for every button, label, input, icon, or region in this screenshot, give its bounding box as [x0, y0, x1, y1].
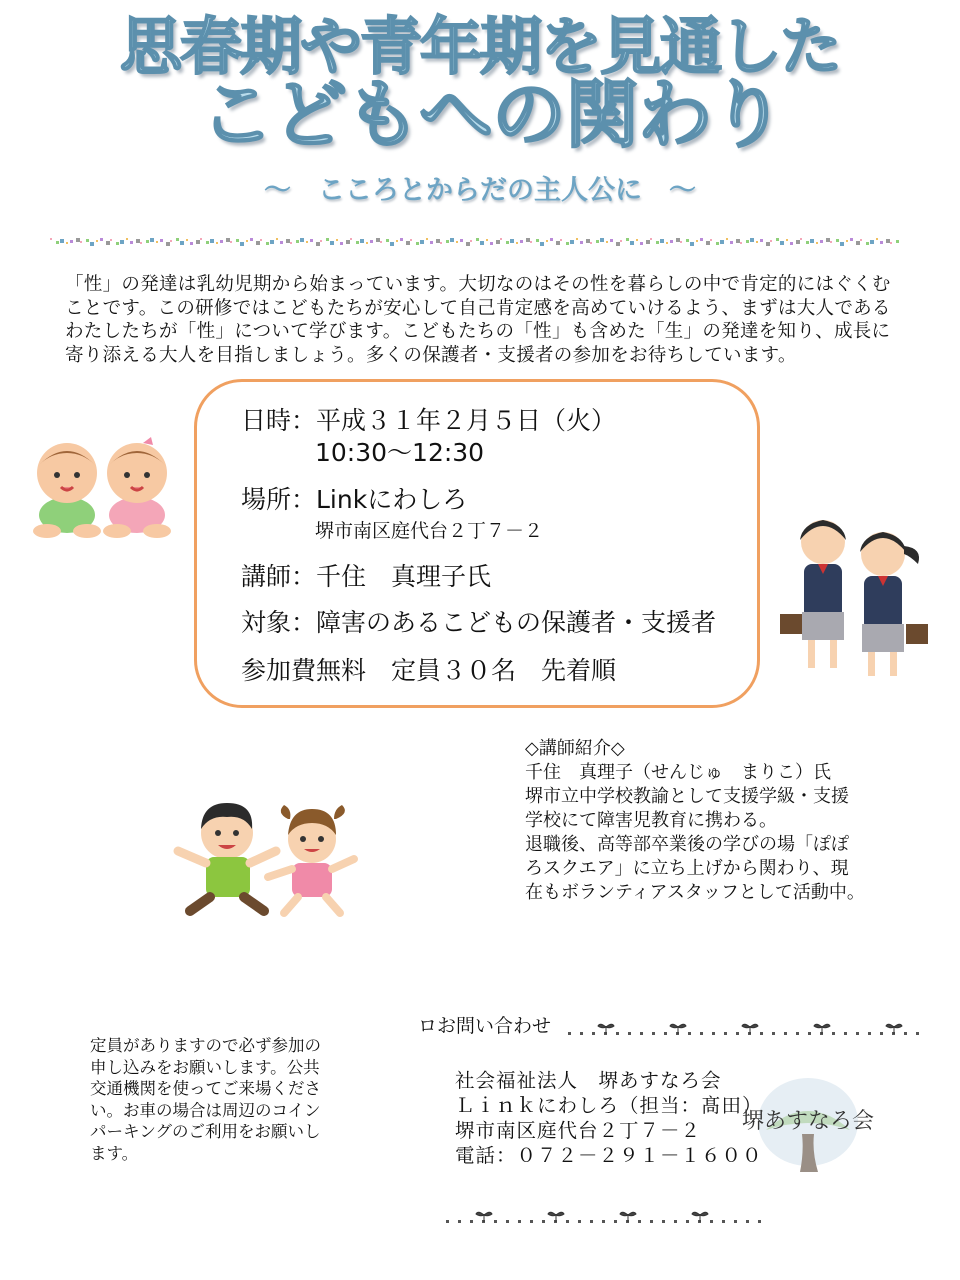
event-target: 対象：障害のあるこどもの保護者・支援者	[241, 608, 717, 637]
students-illustration	[778, 512, 938, 682]
title-line-2: こどもへの関わり	[200, 72, 784, 158]
event-time: 10:30～12:30	[315, 438, 485, 467]
contact-info	[455, 1068, 763, 1168]
profile-career-2: 退職後、高等部卒業後の学びの場「ぽぽろスクエア」に立ち上げから関わり、現在もボランティアスタッフとして活動中。	[525, 834, 865, 903]
babies-illustration	[25, 435, 175, 540]
contact-office: Ｌｉｎｋにわしろ（担当：髙田）	[455, 1094, 763, 1117]
event-lecturer: 講師：千住 真理子氏	[241, 562, 492, 591]
profile-career-1: 堺市立中学校教諭として支援学級・支援学校にて障害児教育に携わる。	[525, 786, 849, 831]
sprout-decoration-bottom	[446, 1210, 766, 1226]
title-line-1: 思春期や青年期を見通した	[120, 10, 841, 83]
event-address: 堺市南区庭代台２丁７－２	[315, 520, 544, 542]
asunaro-logo	[741, 1072, 875, 1180]
kids-illustration	[172, 795, 362, 920]
contact-phone: 電話：０７２－２９１－１６００	[455, 1144, 763, 1167]
profile-name: 千住 真理子（せんじゅ まりこ）氏	[525, 762, 831, 783]
event-date: 日時：平成３１年２月５日（火）	[241, 406, 617, 435]
profile-heading: ◇講師紹介◇	[525, 738, 625, 759]
event-fee: 参加費無料 定員３０名 先着順	[241, 656, 617, 685]
event-info-box	[194, 379, 760, 708]
event-venue: 場所：Linkにわしろ	[241, 485, 468, 514]
participation-note: 定員がありますので必ず参加の申し込みをお願いします。公共交通機関を使ってご来場ください。お車の場合は周辺のコインパーキングのご利用をお願いします。	[90, 1036, 321, 1163]
contact-heading: ロお問い合わせ	[418, 1015, 552, 1037]
contact-org: 社会福祉法人 堺あすなろ会	[455, 1069, 722, 1092]
logo-text: 堺あすなろ会	[741, 1109, 875, 1134]
intro-paragraph: 「性」の発達は乳幼児期から始まっています。大切なのはその性を暮らしの中で肯定的にはぐくむことです。この研修ではこどもたちが安心して自己肯定感を高めていけるよう、まずは大人であるわたしたちが「性」について学びます。こどもたちの「性」も含めた「生」の発達を知り、成長に寄り添える大人を目指しましょう。多くの保護者・支援者の参加をお待ちしています。	[65, 274, 891, 366]
subtitle: ～ こころとからだの主人公に ～	[264, 175, 696, 206]
sprout-decoration-top	[568, 1022, 928, 1038]
lecturer-profile	[525, 737, 865, 905]
contact-address: 堺市南区庭代台２丁７－２	[455, 1119, 702, 1142]
decorative-dot-line	[50, 234, 910, 248]
